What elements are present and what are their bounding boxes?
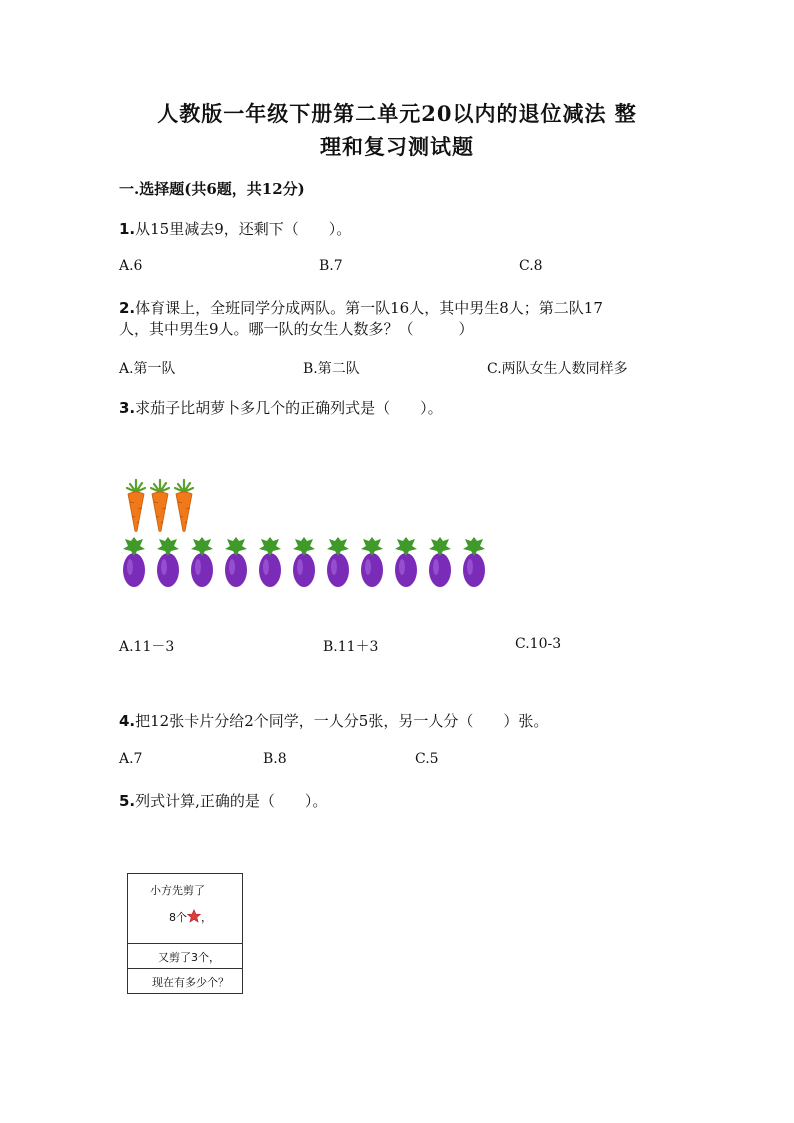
star-icon — [187, 909, 201, 923]
eggplant-icon — [257, 535, 283, 589]
eggplant-icon — [359, 535, 385, 589]
eggplant — [121, 535, 147, 593]
question-2-line2: 人，其中男生9人。哪一队的女生人数多？（ ） — [119, 320, 474, 338]
eggplant — [325, 535, 351, 593]
question-text: 把12张卡片分给2个同学，一人分5张，另一人分（ ）张。 — [135, 712, 549, 730]
option-1c[interactable]: C.8 — [519, 258, 543, 274]
option-4b[interactable]: B.8 — [263, 751, 287, 767]
carrot-icon — [148, 478, 172, 532]
option-1a[interactable]: A.6 — [119, 258, 143, 274]
eggplant-icon — [291, 535, 317, 589]
eggplant — [427, 535, 453, 593]
box-line-1: 小方先剪了 — [150, 884, 205, 897]
option-2b[interactable]: B.第二队 — [303, 361, 360, 377]
eggplant-icon — [427, 535, 453, 589]
question-number: 4. — [119, 712, 136, 730]
option-3b[interactable]: B.11＋3 — [323, 639, 379, 655]
option-4a[interactable]: A.7 — [119, 751, 143, 767]
box-line-2-pre: 8个 — [169, 911, 187, 924]
carrot — [148, 478, 172, 536]
eggplant — [359, 535, 385, 593]
eggplant-icon — [189, 535, 215, 589]
option-2a[interactable]: A.第一队 — [119, 361, 176, 377]
eggplant — [155, 535, 181, 593]
page-title-line2: 理和复习测试题 — [320, 134, 474, 159]
problem-box — [127, 873, 243, 994]
question-text: 体育课上，全班同学分成两队。第一队16人，其中男生8人；第二队17 — [135, 299, 603, 317]
carrot-row — [124, 478, 196, 536]
eggplant — [257, 535, 283, 593]
carrot — [124, 478, 148, 536]
eggplant — [393, 535, 419, 593]
eggplant-icon — [223, 535, 249, 589]
question-1 — [119, 218, 351, 239]
problem-box-top-cell — [128, 874, 242, 944]
box-line-4: 现在有多少个？ — [152, 976, 229, 989]
box-line-2 — [169, 909, 212, 925]
carrot-icon — [172, 478, 196, 532]
question-text: 从15里减去9，还剩下（ ）。 — [135, 220, 352, 238]
eggplant — [291, 535, 317, 593]
question-text: 求茄子比胡萝卜多几个的正确列式是（ ）。 — [135, 399, 443, 417]
box-line-2-post: ， — [201, 911, 212, 924]
eggplant — [189, 535, 215, 593]
question-5 — [119, 790, 327, 811]
question-2-line1 — [119, 297, 603, 318]
option-3a[interactable]: A.11－3 — [119, 639, 175, 655]
option-2c[interactable]: C.两队女生人数同样多 — [487, 361, 628, 377]
carrot — [172, 478, 196, 536]
question-text: 列式计算,正确的是（ ）。 — [135, 792, 328, 810]
question-number: 5. — [119, 792, 136, 810]
eggplant-icon — [325, 535, 351, 589]
option-1b[interactable]: B.7 — [319, 258, 343, 274]
problem-box-mid-cell — [128, 944, 242, 969]
question-number: 1. — [119, 220, 136, 238]
question-number: 3. — [119, 399, 136, 417]
eggplant-icon — [121, 535, 147, 589]
problem-box-bottom-cell — [128, 969, 242, 993]
option-3c[interactable]: C.10-3 — [515, 636, 562, 652]
carrot-icon — [124, 478, 148, 532]
eggplant-icon — [155, 535, 181, 589]
eggplant — [461, 535, 487, 593]
section-header: 一.选择题(共6题，共12分) — [119, 180, 305, 198]
eggplant — [223, 535, 249, 593]
question-number: 2. — [119, 299, 136, 317]
eggplant-icon — [461, 535, 487, 589]
eggplant-row — [121, 535, 495, 593]
box-line-3: 又剪了3个， — [158, 951, 220, 964]
question-3 — [119, 397, 443, 418]
page-title-line1: 人教版一年级下册第二单元20以内的退位减法 整 — [157, 101, 637, 126]
question-4 — [119, 710, 548, 731]
eggplant-icon — [393, 535, 419, 589]
option-4c[interactable]: C.5 — [415, 751, 439, 767]
